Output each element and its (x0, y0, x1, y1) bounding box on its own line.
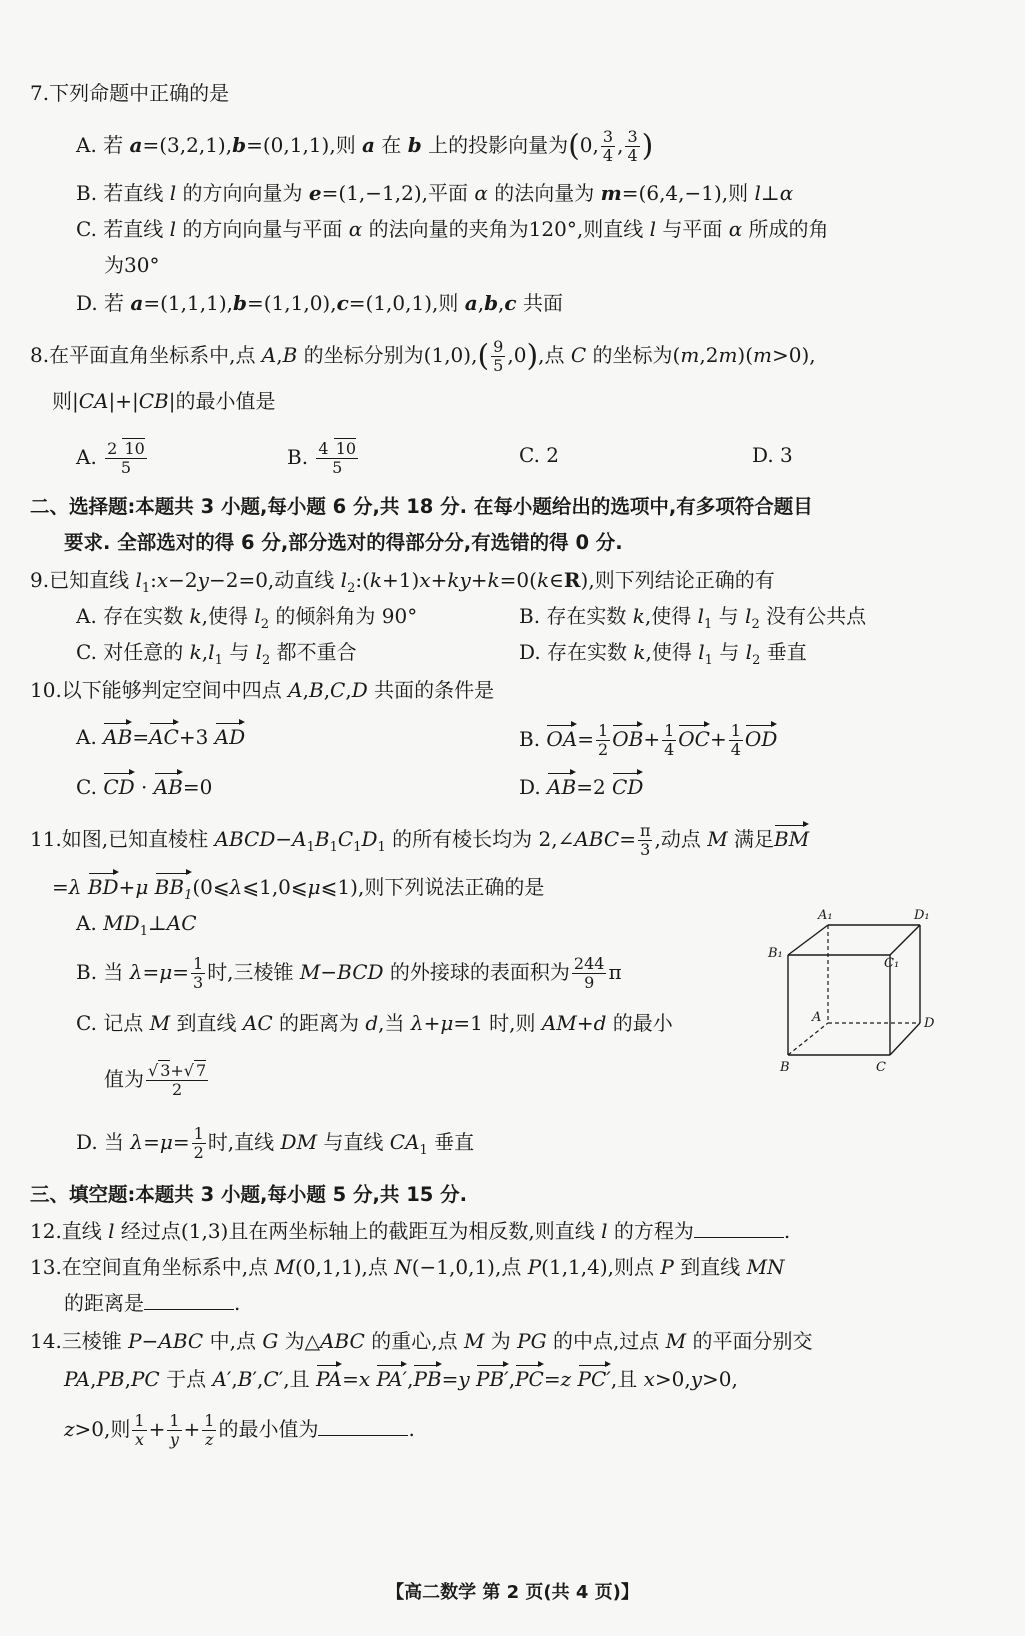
q14-stem-line2: PA,PB,PC 于点 A′,B′,C′,且 PA=x PA′,PB=y PB′,PC=z PC′,且 x>0,y>0, (64, 1364, 1025, 1394)
q7-option-b: B. 若直线 l 的方向向量为 e=(1,−1,2),平面 α 的法向量为 m=(6,4,−1),则 l⊥α (76, 181, 794, 205)
q7-option-c-line2: 为30° (104, 253, 160, 277)
label-c1: C₁ (884, 956, 900, 971)
q13-stem-line2: 的距离是 . (64, 1291, 241, 1315)
label-a1: A₁ (818, 908, 833, 923)
q9-stem: 9.已知直线 $l_1:x-2y-2=0$,动直线 $l_2:(k+1)x+ky+k=0(k\in R)$,则下列结论正确的有 (30, 568, 775, 596)
q8-option-c: C. 2 (519, 443, 560, 467)
q11-option-c-line2: 值为 $\frac{√ 3+√ 7}{2}$ (104, 1061, 207, 1099)
q14-stem-line3: z>0,则 $\frac{1}{x}$ + $\frac{1}{y}$ + $\frac{1}{z}$ 的最小值为 . (64, 1411, 415, 1449)
q8-stem-line1: 8.在平面直角坐标系中,点 A,B 的坐标分别为(1,0),( $\frac{9}{5}$ ,0),点 C 的坐标为(m,2m)(m>0), (30, 337, 816, 375)
label-b1: B₁ (768, 946, 783, 961)
q11-option-a: A. $MD_1\perp AC$ (76, 911, 197, 939)
q9-option-a: A. 存在实数 k,使得 $l_2$ 的倾斜角为 90° (76, 604, 418, 632)
label-a: A (812, 1010, 822, 1025)
q9-option-d: D. 存在实数 k,使得 $l_1$ 与 $l_2$ 垂直 (519, 640, 807, 668)
q14-stem-line1: 14.三棱锥 P−ABC 中,点 G 为△ABC 的重心,点 M 为 PG 的中点,过点 M 的平面分别交 (30, 1329, 813, 1353)
q9-option-c: C. 对任意的 $k,l_1$ 与 $l_2$ 都不重合 (76, 640, 357, 668)
label-c: C (876, 1060, 886, 1075)
q8-option-b: B. $\frac{4 10}{5}$ (287, 439, 357, 477)
q10-option-b: B. OA= $\frac{1}{2}$ OB+ $\frac{1}{4}$ OC+ $\frac{1}{4}$ OD (519, 721, 778, 759)
q10-option-c: C. CD · AB=0 (76, 772, 212, 802)
section3-heading: 三、填空题:本题共 3 小题,每小题 5 分,共 15 分. (30, 1183, 468, 1206)
q8-option-d: D. 3 (752, 443, 793, 467)
q13-stem-line1: 13.在空间直角坐标系中,点 M(0,1,1),点 N(−1,0,1),点 P(1,1,4),则点 P 到直线 MN (30, 1255, 785, 1279)
q10-stem: 10.以下能够判定空间中四点 A,B,C,D 共面的条件是 (30, 678, 495, 702)
section2-heading-line1: 二、选择题:本题共 3 小题,每小题 6 分,共 18 分. 在每小题给出的选项中,有多项符合题目 (30, 495, 813, 518)
q11-option-c-line1: C. 记点 M 到直线 AC 的距离为 d,当 λ+μ=1 时,则 AM+d 的最小 (76, 1011, 673, 1035)
q8-option-a: A. $\frac{2 10}{5}$ (76, 439, 145, 477)
q10-option-a: A. AB=AC+3 AD (76, 722, 245, 752)
q10-option-d: D. AB=2 CD (519, 772, 643, 802)
q11-option-b: B. 当 λ=μ= $\frac{1}{3}$ 时,三棱锥 M−BCD 的外接球的表面积为 $\frac{244}{9}$ π (76, 954, 622, 992)
prism-figure (760, 905, 950, 1075)
q11-option-d: D. 当 λ=μ= $\frac{1}{2}$ 时,直线 DM 与直线 $CA_1$ 垂直 (76, 1124, 475, 1162)
page-footer: 【高二数学 第 2 页(共 4 页)】 (386, 1582, 639, 1603)
q7-option-d: D. 若 a=(1,1,1),b=(1,1,0),c=(1,0,1),则 a,b,c 共面 (76, 291, 563, 315)
label-b: B (780, 1060, 790, 1075)
label-d: D (924, 1016, 935, 1031)
q7-stem: 7.下列命题中正确的是 (30, 81, 230, 105)
q11-stem-line2: =λ BD+μ $BB_1(0⩽\lambda⩽1,0⩽\mu⩽1)$,则下列说法正确的是 (52, 872, 1025, 911)
label-d1: D₁ (914, 908, 930, 923)
q7-option-c-line1: C. 若直线 l 的方向向量与平面 α 的法向量的夹角为120°,则直线 l 与平面 α 所成的角 (76, 217, 829, 241)
q8-stem-line2: 则|CA|+|CB|的最小值是 (52, 389, 276, 413)
q9-option-b: B. 存在实数 k,使得 $l_1$ 与 $l_2$ 没有公共点 (519, 604, 867, 632)
q11-stem-line1: 11.如图,已知直棱柱 $ABCD-A_1B_1C_1D_1$ 的所有棱长均为 2,∠ABC= $\frac{\pi}{3}$ ,动点 M 满足BM (30, 821, 810, 859)
q12-stem: 12.直线 l 经过点(1,3)且在两坐标轴上的截距互为相反数,则直线 l 的方程为 . (30, 1219, 791, 1243)
q7-option-a: A. 若 a=(3,2,1),b=(0,1,1),则 a 在 b 上的投影向量为(0, $\frac{3}{4}$ , $\frac{3}{4}$ ) (76, 127, 654, 165)
section2-heading-line2: 要求. 全部选对的得 6 分,部分选对的得部分分,有选错的得 0 分. (64, 531, 623, 554)
